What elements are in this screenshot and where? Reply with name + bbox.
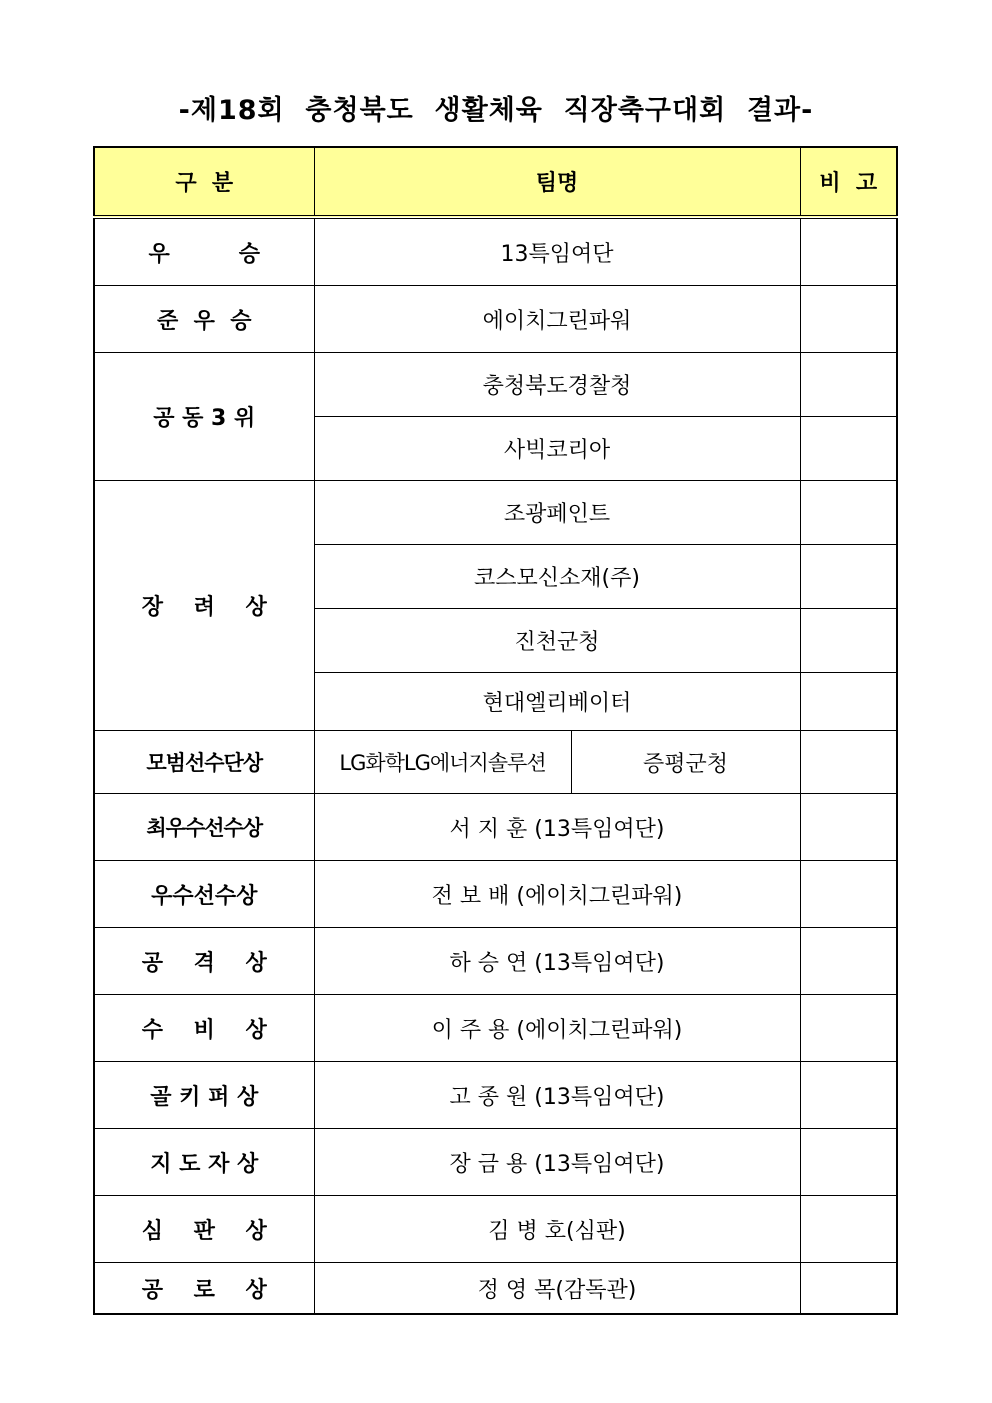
category-cell: 지 도 자 상 (94, 1129, 314, 1196)
team-cell: 서 지 훈 (13특임여단) (314, 794, 800, 861)
table-row (94, 353, 897, 417)
note-cell (800, 609, 897, 673)
header-row (94, 147, 897, 217)
category-cell: 심 판 상 (94, 1196, 314, 1263)
table-row (94, 1062, 897, 1129)
category-cell: 공 격 상 (94, 928, 314, 995)
header-note: 비 고 (800, 147, 897, 217)
team-cell: 사빅코리아 (314, 417, 800, 481)
category-cell: 골 키 퍼 상 (94, 1062, 314, 1129)
note-cell (800, 928, 897, 995)
table-row (94, 794, 897, 861)
note-cell (800, 794, 897, 861)
category-cell: 우 승 (94, 217, 314, 286)
team-cell: 장 금 용 (13특임여단) (314, 1129, 800, 1196)
team-cell: LG화학LG에너지솔루션 (314, 731, 571, 794)
page-title: -제18회 충청북도 생활체육 직장축구대회 결과- (178, 95, 814, 126)
team-cell: 증평군청 (571, 731, 800, 794)
team-cell: 이 주 용 (에이치그린파워) (314, 995, 800, 1062)
note-cell (800, 545, 897, 609)
note-cell (800, 731, 897, 794)
team-cell: 김 병 호(심판) (314, 1196, 800, 1263)
note-cell (800, 217, 897, 286)
team-cell: 전 보 배 (에이치그린파워) (314, 861, 800, 928)
category-cell: 최우수선수상 (94, 794, 314, 861)
category-cell: 모범선수단상 (94, 731, 314, 794)
header-team: 팀명 (314, 147, 800, 217)
table-row (94, 731, 897, 794)
team-cell: 충청북도경찰청 (314, 353, 800, 417)
note-cell (800, 1129, 897, 1196)
team-cell: 정 영 목(감독관) (314, 1263, 800, 1315)
table-row (94, 481, 897, 545)
team-cell: 에이치그린파워 (314, 286, 800, 353)
team-cell: 13특임여단 (314, 217, 800, 286)
table-row (94, 286, 897, 353)
results-table (93, 146, 898, 1315)
note-cell (800, 1263, 897, 1315)
table-row (94, 861, 897, 928)
note-cell (800, 417, 897, 481)
team-cell: 하 승 연 (13특임여단) (314, 928, 800, 995)
note-cell (800, 861, 897, 928)
category-cell: 우수선수상 (94, 861, 314, 928)
note-cell (800, 673, 897, 731)
table-row (94, 995, 897, 1062)
table-row (94, 1196, 897, 1263)
table-row (94, 1129, 897, 1196)
table-row (94, 1263, 897, 1315)
team-cell: 조광페인트 (314, 481, 800, 545)
note-cell (800, 995, 897, 1062)
note-cell (800, 1062, 897, 1129)
category-cell: 준 우 승 (94, 286, 314, 353)
table-row (94, 928, 897, 995)
team-cell: 코스모신소재(주) (314, 545, 800, 609)
category-cell: 장 려 상 (94, 481, 314, 731)
team-cell: 고 종 원 (13특임여단) (314, 1062, 800, 1129)
category-cell: 수 비 상 (94, 995, 314, 1062)
note-cell (800, 286, 897, 353)
category-cell: 공 동 3 위 (94, 353, 314, 481)
note-cell (800, 353, 897, 417)
note-cell (800, 481, 897, 545)
team-cell: 현대엘리베이터 (314, 673, 800, 731)
header-category: 구 분 (94, 147, 314, 217)
note-cell (800, 1196, 897, 1263)
team-cell: 진천군청 (314, 609, 800, 673)
table-row (94, 217, 897, 286)
category-cell: 공 로 상 (94, 1263, 314, 1315)
